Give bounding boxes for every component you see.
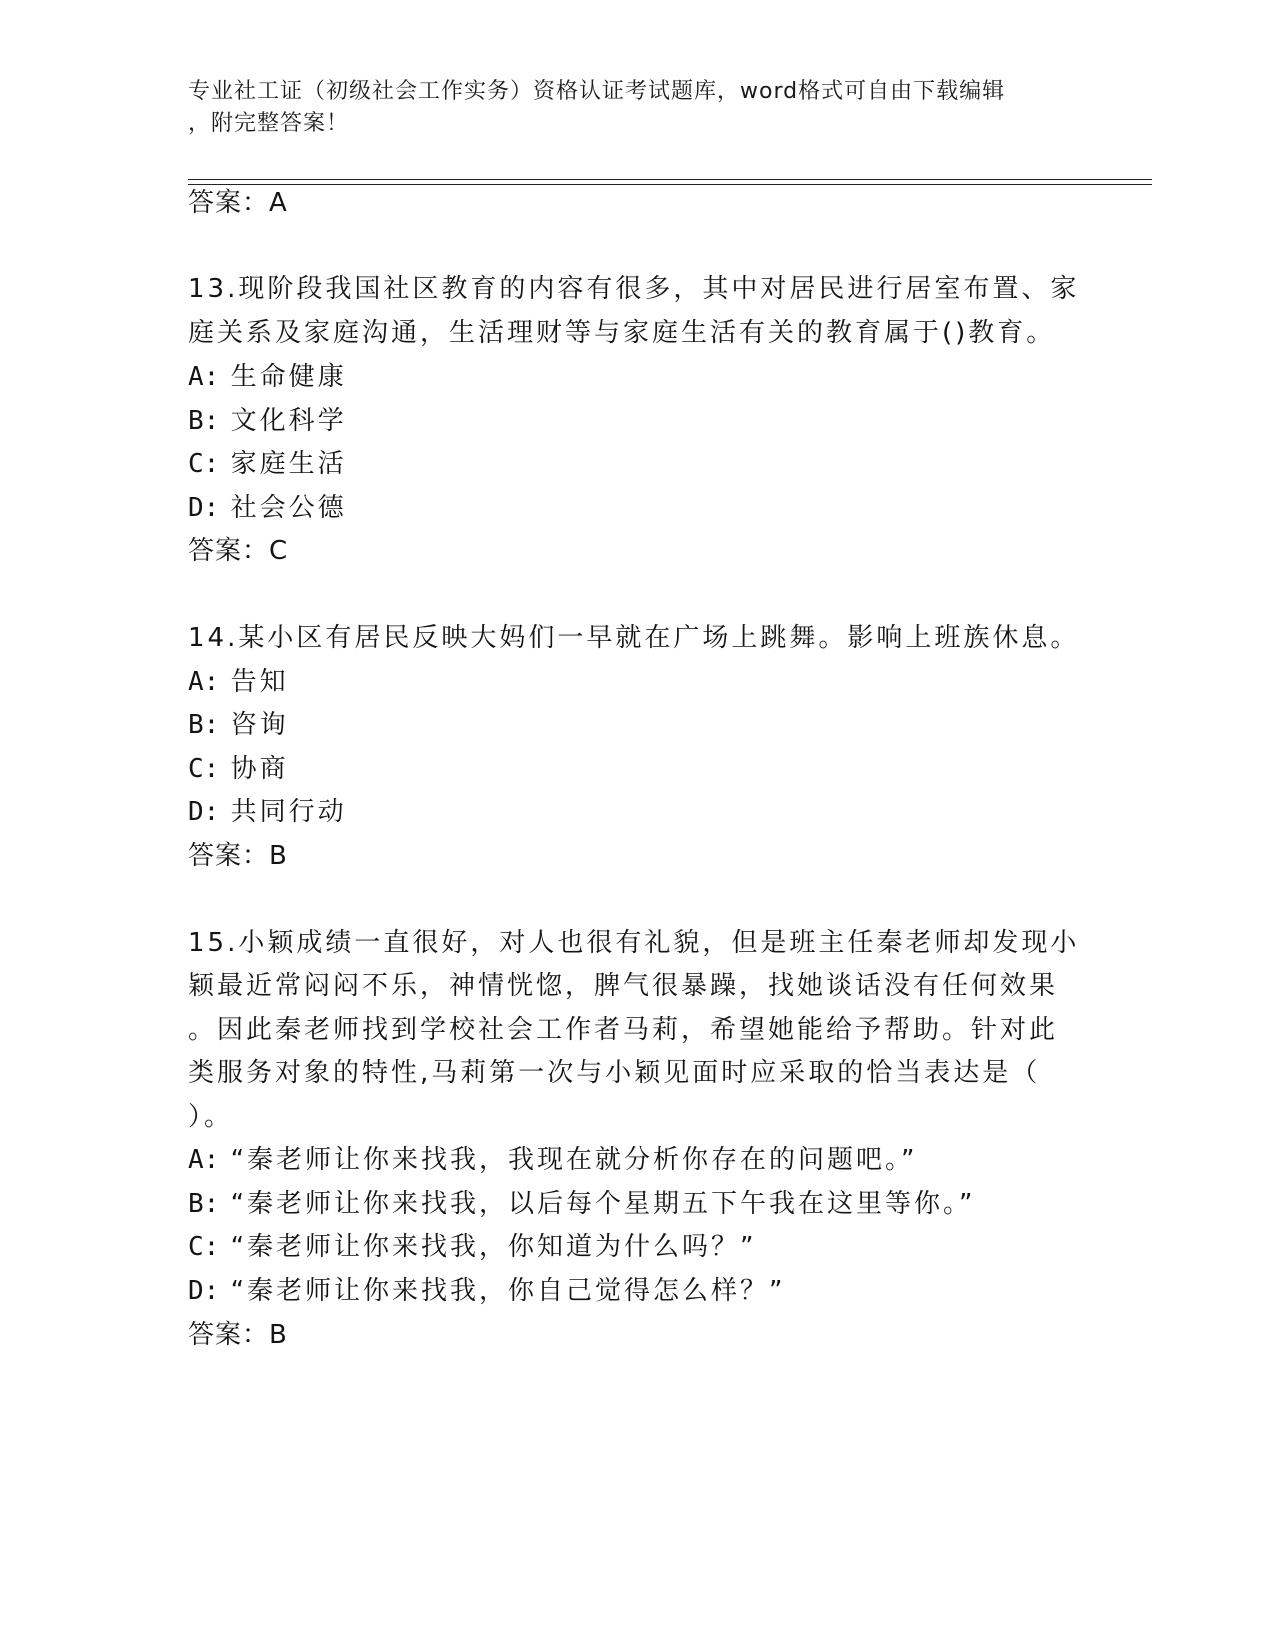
option-label: B: [188,1189,220,1219]
option-text: 生命健康 [230,362,347,392]
question-14-option-d [188,795,347,829]
question-13-option-b [188,404,347,438]
question-14-answer: 答案：B [188,841,288,871]
option-label: D: [188,1276,220,1306]
document-header [188,76,1088,140]
header-line-1: 专业社工证（初级社会工作实务）资格认证考试题库，word格式可自由下载编辑 [188,79,1006,104]
question-15-answer: 答案：B [188,1320,288,1350]
question-15-line-5: ）。 [188,1102,234,1132]
option-label: B: [188,710,220,740]
question-13-line-1: 13.现阶段我国社区教育的内容有很多，其中对居民进行居室布置、家 [188,274,1080,304]
question-13-option-c [188,447,347,481]
option-label: C: [188,754,220,784]
option-text: 家庭生活 [230,449,347,479]
question-14-option-b [188,708,289,742]
question-15-option-a [188,1143,918,1177]
option-label: D: [188,797,220,827]
option-label: A: [188,1145,220,1175]
option-text: 告知 [230,667,289,697]
question-14-option-a [188,665,289,699]
question-14-line-1: 14.某小区有居民反映大妈们一早就在广场上跳舞。影响上班族休息。 [188,623,1080,653]
option-text: “秦老师让你来找我，你自己觉得怎么样？” [230,1276,786,1306]
question-15-line-4: 类服务对象的特性,马莉第一次与小颖见面时应采取的恰当表达是（ [188,1058,1041,1088]
option-text: “秦老师让你来找我，你知道为什么吗？” [230,1232,757,1262]
option-label: A: [188,362,220,392]
question-15-option-d [188,1274,786,1308]
previous-answer: 答案：A [188,188,288,218]
option-text: 共同行动 [230,797,347,827]
question-15-line-1: 15.小颖成绩一直很好，对人也很有礼貌，但是班主任秦老师却发现小 [188,928,1080,958]
question-15-option-c [188,1230,757,1264]
question-13-option-d [188,491,347,525]
question-15-line-2: 颖最近常闷闷不乐，神情恍惚，脾气很暴躁，找她谈话没有任何效果 [188,971,1059,1001]
option-text: “秦老师让你来找我，以后每个星期五下午我在这里等你。” [230,1189,976,1219]
option-text: “秦老师让你来找我，我现在就分析你存在的问题吧。” [230,1145,918,1175]
question-15-line-3: 。因此秦老师找到学校社会工作者马莉，希望她能给予帮助。针对此 [188,1015,1059,1045]
option-label: C: [188,1232,220,1262]
header-line-2: ，附完整答案！ [188,111,350,136]
option-text: 文化科学 [230,406,347,436]
question-14-option-c [188,752,289,786]
question-13-answer: 答案：C [188,536,289,566]
option-text: 社会公德 [230,493,347,523]
question-13-line-2: 庭关系及家庭沟通，生活理财等与家庭生活有关的教育属于()教育。 [188,318,1056,348]
header-divider-top [188,179,1152,180]
option-label: B: [188,406,220,436]
question-15-option-b [188,1187,976,1221]
option-label: A: [188,667,220,697]
option-label: C: [188,449,220,479]
question-13-option-a [188,360,347,394]
option-label: D: [188,493,220,523]
option-text: 咨询 [230,710,289,740]
option-text: 协商 [230,754,289,784]
header-divider-bottom [188,184,1152,185]
